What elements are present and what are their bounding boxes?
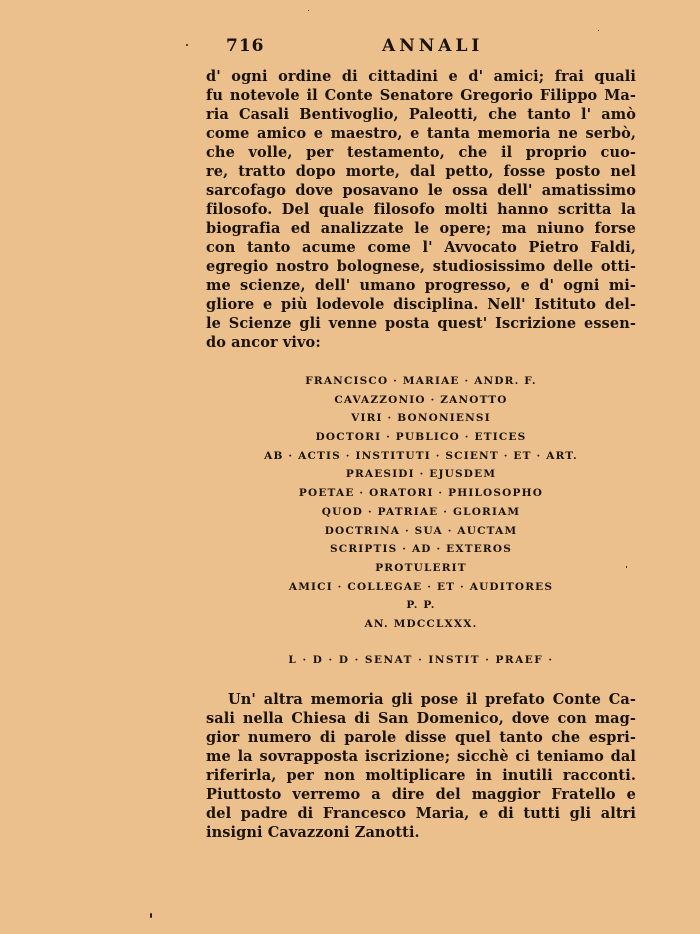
paragraph-1: [206, 67, 636, 352]
text-line: del padre di Francesco Maria, e di tutti gli altri: [206, 805, 636, 822]
text-line: gliore e più lodevole disciplina. Nell' Istituto del-: [206, 296, 636, 313]
text-line: riferirla, per non moltiplicare in inutili racconti.: [206, 767, 636, 784]
text-line: biografia ed analizzate le opere; ma niuno forse: [206, 220, 636, 237]
text-line: me scienze, dell' umano progresso, e d' ogni mi-: [206, 277, 636, 294]
text-line: ria Casali Bentivoglio, Paleotti, che tanto l' amò: [206, 106, 636, 123]
text-line: con tanto acume come l' Avvocato Pietro Faldi,: [206, 239, 636, 256]
page-number: 716: [226, 36, 265, 56]
inscription-line: AMICI · COLLEGAE · ET · AUDITORES: [288, 580, 554, 593]
text-line: d' ogni ordine di cittadini e d' amici; frai quali: [206, 68, 636, 85]
inscription-line: PROTULERIT: [375, 561, 467, 574]
text-line: re, tratto dopo morte, dal petto, fosse posto nel: [206, 163, 636, 180]
text-line: egregio nostro bolognese, studiosissimo delle otti-: [206, 258, 636, 275]
running-title: ANNALI: [382, 36, 484, 56]
ink-speck: [308, 10, 309, 11]
ink-speck: [186, 44, 188, 46]
text-line: fu notevole il Conte Senatore Gregorio Filippo Ma-: [206, 87, 636, 104]
inscription-line: CAVAZZONIO · ZANOTTO: [334, 393, 508, 406]
text-line: me la sovrapposta iscrizione; sicchè ci teniamo dal: [206, 748, 636, 765]
text-line: gior numero di parole disse quel tanto che espri-: [206, 729, 636, 746]
inscription-line: FRANCISCO · MARIAE · ANDR. F.: [305, 375, 537, 387]
inscription-line: P. P.: [406, 599, 436, 612]
inscription-line: SCRIPTIS · AD · EXTEROS: [330, 543, 512, 556]
text-line: sali nella Chiesa di San Domenico, dove con mag-: [206, 710, 636, 727]
ink-speck: [150, 913, 152, 918]
text-line: le Scienze gli venne posta quest' Iscrizione essen-: [206, 315, 636, 332]
ink-speck: [626, 566, 627, 568]
text-line: filosofo. Del quale filosofo molti hanno scritta la: [206, 201, 636, 218]
text-line: insigni Cavazzoni Zanotti.: [206, 824, 420, 841]
paragraph-2: [206, 690, 636, 842]
inscription-line: AB · ACTIS · INSTITUTI · SCIENT · ET · ART.: [264, 449, 578, 462]
inscription-closing: L · D · D · SENAT · INSTIT · PRAEF ·: [288, 654, 554, 666]
text-line: che volle, per testamento, che il proprio cuo-: [206, 144, 636, 161]
text-line: do ancor vivo:: [206, 334, 321, 351]
inscription-line: QUOD · PATRIAE · GLORIAM: [321, 505, 521, 518]
page-header: [206, 36, 634, 56]
inscription-line: AN. MDCCLXXX.: [364, 617, 478, 630]
text-line: sarcofago dove posavano le ossa dell' amatissimo: [206, 182, 636, 199]
inscription: [206, 372, 636, 634]
inscription-line: DOCTRINA · SUA · AUCTAM: [324, 524, 518, 537]
text-line: come amico e maestro, e tanta memoria ne serbò,: [206, 125, 636, 142]
text-line: Un' altra memoria gli pose il prefato Conte Ca-: [228, 691, 636, 708]
inscription-line: PRAESIDI · EJUSDEM: [345, 468, 497, 481]
inscription-line: VIRI · BONONIENSI: [351, 412, 491, 425]
inscription-line: POETAE · ORATORI · PHILOSOPHO: [298, 487, 544, 500]
text-line: Piuttosto verremo a dire del maggior Fratello e: [206, 786, 636, 803]
inscription-line: DOCTORI · PUBLICO · ETICES: [315, 431, 527, 444]
ink-speck: [598, 30, 599, 31]
